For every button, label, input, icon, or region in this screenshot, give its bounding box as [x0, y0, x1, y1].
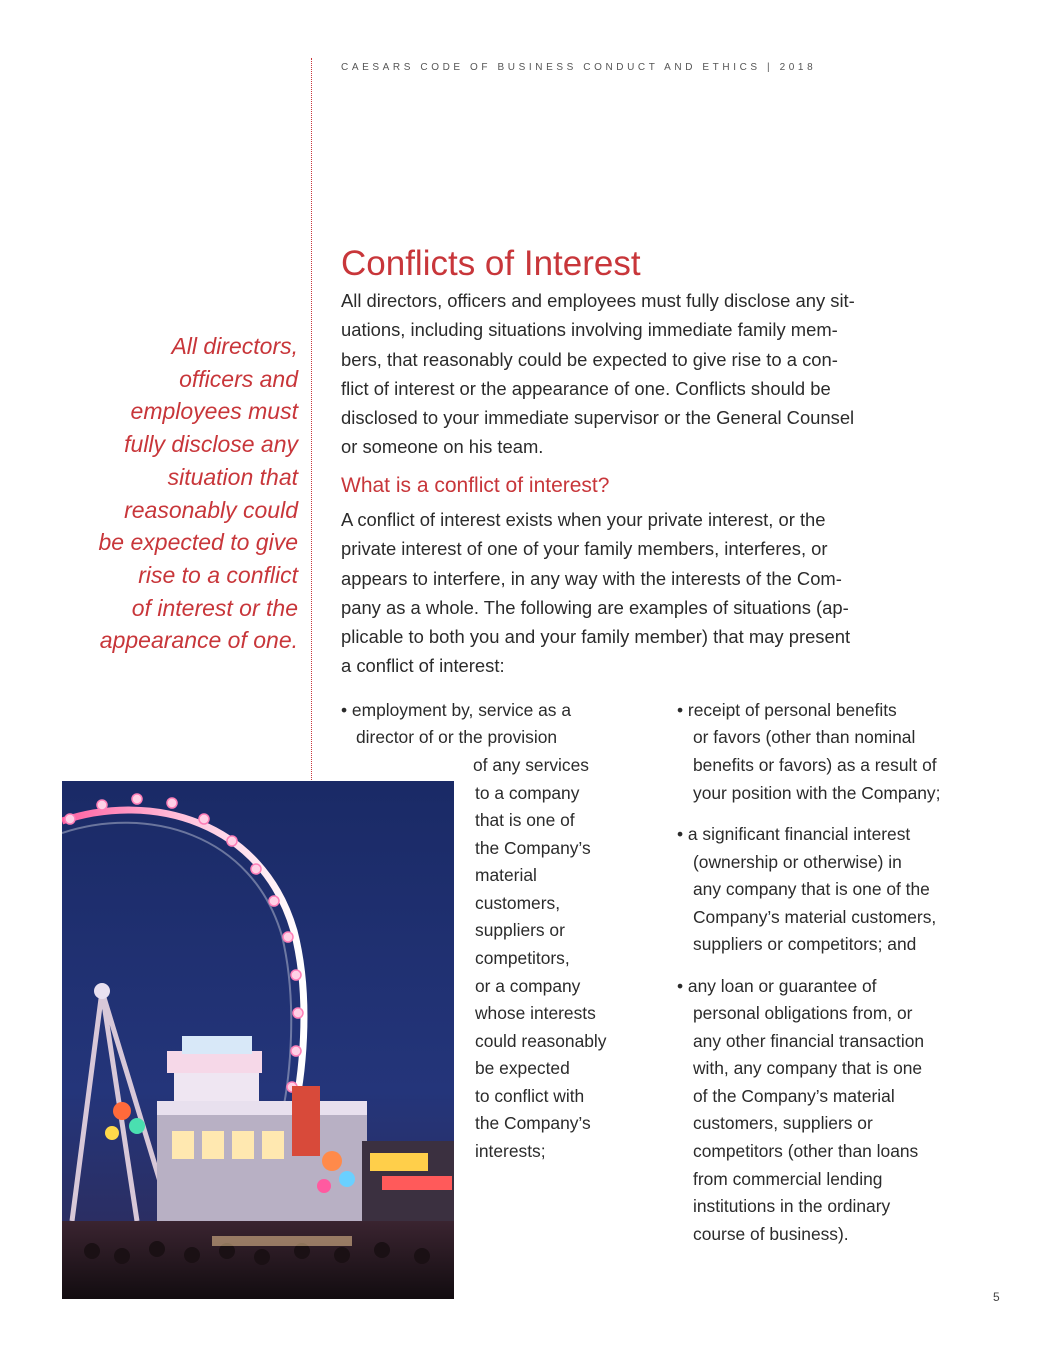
intro-line: All directors, officers and employees must fully disclose any sit- [341, 290, 855, 311]
bullet-line: (ownership or otherwise) in [693, 852, 902, 872]
bullet-line: the Company’s [475, 1113, 591, 1133]
bullet-line: customers, suppliers or [693, 1113, 873, 1133]
bullet-line: • any loan or guarantee of [677, 976, 877, 996]
intro-line: bers, that reasonably could be expected to give rise to a con- [341, 348, 838, 370]
pull-quote-line: fully disclose any [124, 431, 298, 458]
bullet-line: institutions in the ordinary [693, 1196, 891, 1216]
bullet-line: • receipt of personal benefits [677, 700, 897, 720]
bullet-line: any other financial transaction [693, 1031, 925, 1051]
pull-quote-line: be expected to give [98, 529, 298, 556]
bullet-line: benefits or favors) as a result of [693, 755, 937, 775]
bullet-line: director of or the provision [356, 727, 558, 747]
bullet-line: of the Company’s material [693, 1086, 895, 1106]
bullet-line: to a company [475, 783, 580, 803]
bullet-line: of any services [473, 755, 589, 775]
subheading: What is a conflict of interest? [341, 474, 610, 497]
pull-quote-line: of interest or the [131, 594, 298, 621]
bullet-line: suppliers or [475, 920, 565, 940]
pull-quote [40, 330, 298, 657]
bullet-line: • employment by, service as a [341, 700, 572, 720]
bullet-line: or favors (other than nominal [693, 727, 916, 747]
pull-quote-line: appearance of one. [99, 627, 298, 654]
bullet-line: competitors, [475, 948, 570, 968]
bullet-line: suppliers or competitors; and [693, 934, 917, 954]
pull-quote-line: All directors, [171, 333, 298, 359]
intro-paragraph [341, 286, 1001, 462]
dotted-divider [311, 58, 312, 780]
bullet-line: whose interests [475, 1003, 596, 1023]
definition-line: appears to interfere, in any way with the interests of the Com- [341, 567, 842, 589]
bullet-line: material [475, 865, 537, 885]
running-header: CAESARS CODE OF BUSINESS CONDUCT AND ETHICS | 2018 [341, 62, 817, 73]
bullet-line: • a significant financial interest [677, 824, 911, 844]
bullet-line: interests; [475, 1141, 546, 1161]
bullet-line: could reasonably [475, 1031, 607, 1051]
bullet-line: to conflict with [475, 1086, 585, 1106]
definition-line: private interest of one of your family members, interferes, or [341, 538, 828, 560]
bullet-line: the Company’s [475, 838, 591, 858]
bullet-line: any company that is one of the [693, 879, 930, 899]
pull-quote-line: situation that [167, 463, 298, 490]
definition-line: A conflict of interest exists when your private interest, or the [341, 509, 826, 530]
bullet-line: customers, [475, 893, 561, 913]
page-number: 5 [993, 1290, 1000, 1304]
pull-quote-line: rise to a conflict [138, 561, 298, 588]
bullet-line: that is one of [475, 810, 575, 830]
bullet-line: competitors (other than loans [693, 1141, 919, 1161]
definition-paragraph [341, 505, 1001, 681]
bullet-line: personal obligations from, or [693, 1003, 913, 1023]
bullet-line: from commercial lending [693, 1169, 883, 1189]
pull-quote-line: officers and [179, 365, 298, 392]
bullet-line: or a company [475, 976, 581, 996]
intro-line: or someone on his team. [341, 436, 544, 458]
definition-line: a conflict of interest: [341, 655, 505, 677]
definition-line: pany as a whole. The following are examples of situations (ap- [341, 596, 849, 618]
intro-line: flict of interest or the appearance of one. Conflicts should be [341, 377, 831, 399]
section-title: Conflicts of Interest [341, 244, 641, 283]
intro-line: disclosed to your immediate supervisor or the General Counsel [341, 407, 855, 429]
pull-quote-line: employees must [130, 398, 298, 425]
definition-line: plicable to both you and your family member) that may present [341, 626, 851, 648]
bullet-line: be expected [475, 1058, 570, 1078]
bullet-line: Company’s material customers, [693, 907, 937, 927]
pull-quote-line: reasonably could [124, 496, 298, 523]
bullet-line: your position with the Company; [693, 783, 941, 803]
bullet-line: with, any company that is one [693, 1058, 923, 1078]
ferris-wheel-photo [62, 781, 454, 1299]
intro-line: uations, including situations involving immediate family mem- [341, 319, 838, 341]
bullet-line: course of business). [693, 1224, 849, 1244]
